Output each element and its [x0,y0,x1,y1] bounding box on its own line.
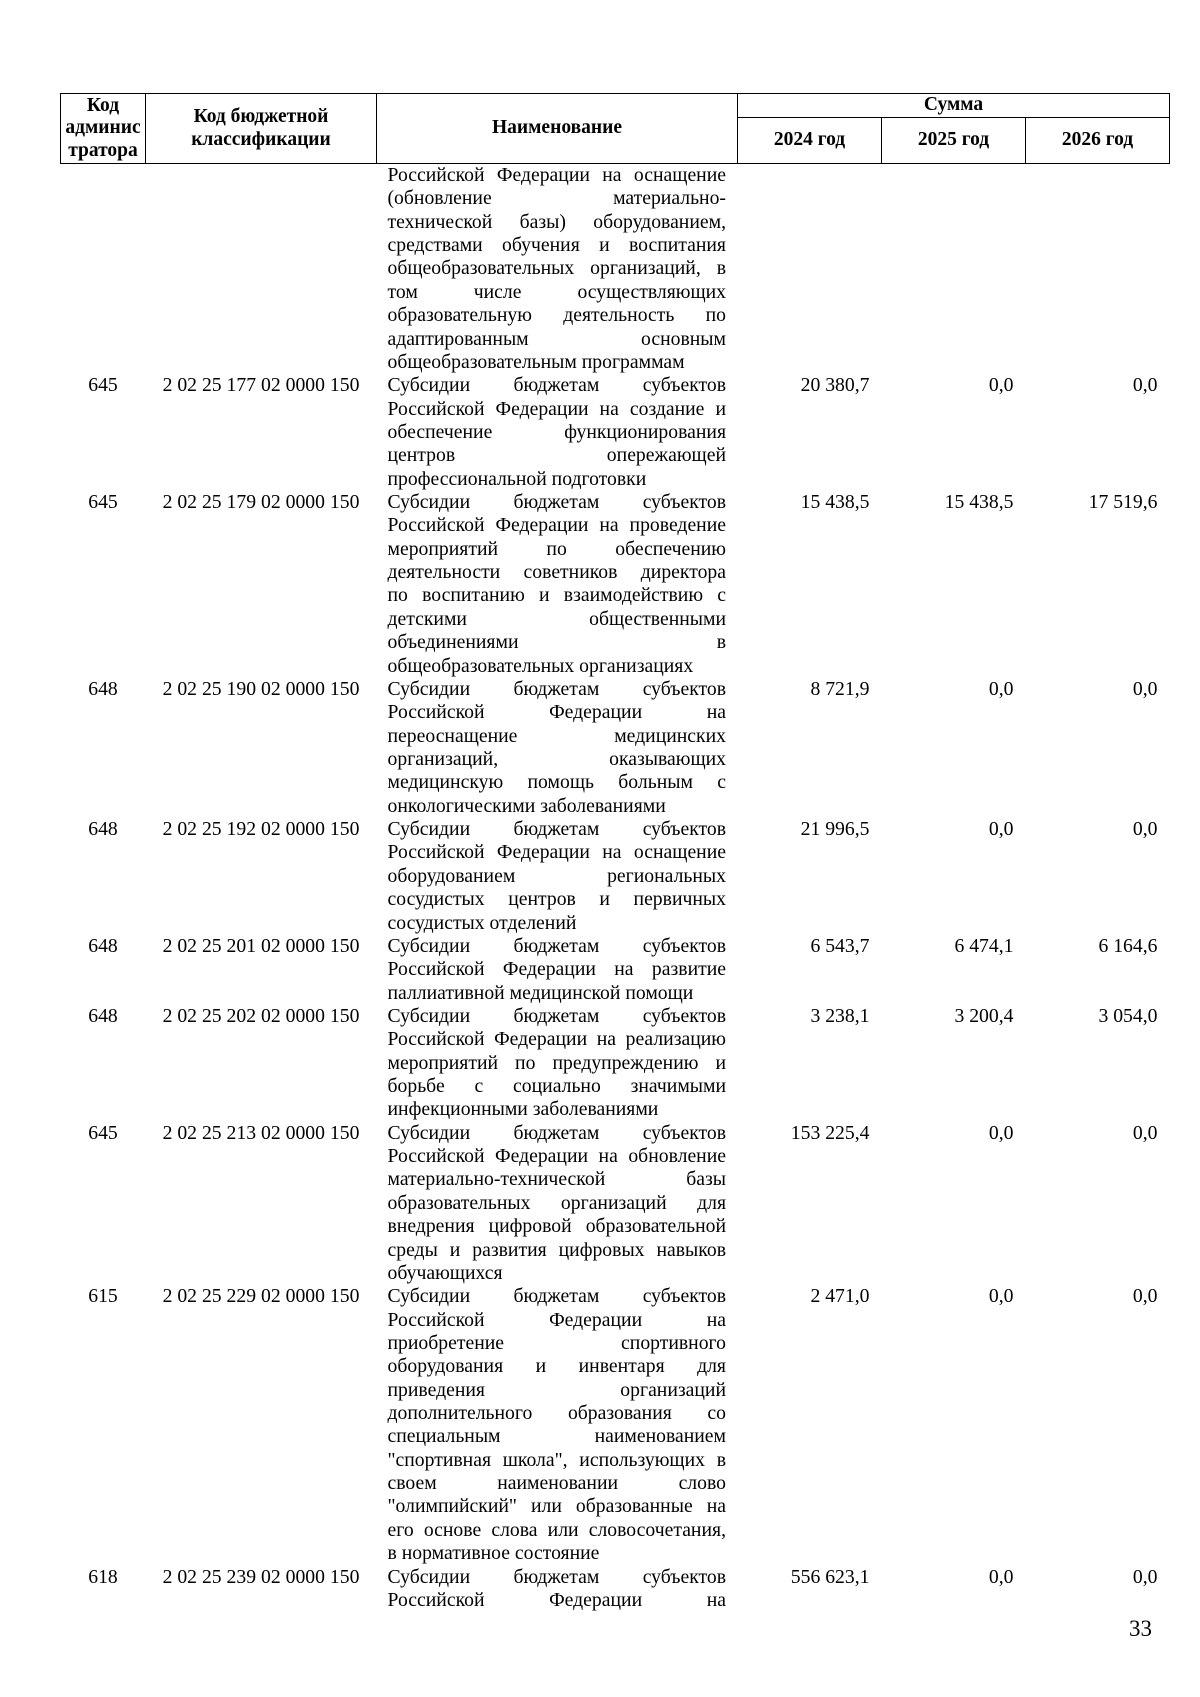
header-budget-code-line: Код бюджетной [193,106,329,127]
amount-year-1-cell: 20 380,7 [800,374,870,397]
amount-year-2-cell: 3 200,4 [954,1004,1014,1027]
amount-year-3-cell: 0,0 [1132,1285,1158,1308]
page-number: 33 [1129,1616,1152,1641]
table-row [61,374,1170,491]
table-row [61,935,1170,1005]
name-line: Российской Федерации на создание и [387,397,726,420]
name-cell [377,164,738,375]
name-line: Субсидии бюджетам субъектов [387,818,726,841]
name-line: среды и развития цифровых навыков [387,1238,726,1261]
name-line: "спортивная школа", использующих в [387,1448,726,1471]
amount-year-3-cell [1026,164,1170,375]
name-cell [377,1005,738,1122]
name-line: образовательных организаций для [387,1191,726,1214]
name-line: "олимпийский" или образованные на [387,1495,726,1518]
header-row-top [61,94,1170,118]
name-line: том числе осуществляющих [387,280,726,303]
name-line: онкологическими заболеваниями [387,794,666,817]
amount-year-2-cell: 6 474,1 [954,934,1014,957]
admin-code-cell: 645 [88,1121,118,1144]
table-row [61,1005,1170,1122]
name-line: оборудованием региональных [387,864,726,887]
name-line: мероприятий по предупреждению и [387,1051,726,1074]
name-cell [377,491,738,678]
amount-year-1-cell: 15 438,5 [800,491,870,514]
name-line: его основе слова или словосочетания, [387,1518,726,1541]
admin-code-cell: 645 [88,374,118,397]
name-line: деятельности советников директора [387,561,726,584]
name-line: центров опережающей [387,444,726,467]
table-row [61,1285,1170,1565]
name-line: материально-технической базы [387,1168,726,1191]
name-line: дополнительного образования со [387,1402,726,1425]
header-admin-code [61,94,146,164]
admin-code-cell: 648 [88,1004,118,1027]
name-line: Российской Федерации на оснащение [387,164,726,186]
amount-year-2-cell: 0,0 [988,818,1014,841]
name-line: Субсидии бюджетам субъектов [387,1285,726,1308]
header-budget-code [146,94,377,164]
name-line: Российской Федерации на [387,1588,726,1611]
budget-code-cell: 2 02 25 202 02 0000 150 [162,1004,360,1027]
header-year-1: 2024 год [738,118,882,164]
name-line: Субсидии бюджетам субъектов [387,491,726,514]
header-year-2: 2025 год [882,118,1026,164]
name-line: (обновление материально- [387,187,726,210]
name-cell [377,1566,738,1613]
budget-table [60,93,1170,1612]
admin-code-cell: 648 [88,818,118,841]
table-row [61,491,1170,678]
amount-year-1-cell: 6 543,7 [810,934,870,957]
amount-year-3-cell: 6 164,6 [1098,934,1158,957]
name-line: приобретение спортивного [387,1331,726,1354]
admin-code-cell: 618 [88,1565,118,1588]
admin-code-cell: 648 [88,677,118,700]
admin-code-cell: 615 [88,1285,118,1308]
amount-year-3-cell: 0,0 [1132,1565,1158,1588]
budget-code-cell: 2 02 25 192 02 0000 150 [162,818,360,841]
name-line: оборудования и инвентаря для [387,1355,726,1378]
name-line: по воспитанию и взаимодействию с [387,584,726,607]
name-line: Субсидии бюджетам субъектов [387,934,726,957]
amount-year-2-cell [882,164,1026,375]
name-line: Российской Федерации на обновление [387,1145,726,1168]
table-body [61,164,1170,1613]
name-line: Российской Федерации на проведение [387,514,726,537]
name-cell [377,374,738,491]
header-admin-code-line: админис [65,117,141,139]
amount-year-1-cell: 2 471,0 [810,1285,870,1308]
name-line: объединениями в [387,631,726,654]
header-sum: Сумма [738,94,1170,118]
header-year-3: 2026 год [1026,118,1170,164]
name-line: в нормативное состояние [387,1542,600,1565]
name-line: Российской Федерации на реализацию [387,1028,726,1051]
name-cell [377,1122,738,1286]
name-line: медицинскую помощь больным с [387,771,726,794]
amount-year-3-cell: 0,0 [1132,374,1158,397]
amount-year-2-cell: 0,0 [988,1285,1014,1308]
amount-year-2-cell: 0,0 [988,677,1014,700]
name-line: Российской Федерации на [387,1308,726,1331]
name-cell [377,818,738,935]
name-line: обеспечение функционирования [387,420,726,443]
name-line: обучающихся [387,1261,503,1284]
budget-code-cell: 2 02 25 177 02 0000 150 [162,374,360,397]
amount-year-3-cell: 0,0 [1132,818,1158,841]
name-line: Субсидии бюджетам субъектов [387,1565,726,1588]
budget-code-cell: 2 02 25 239 02 0000 150 [162,1565,360,1588]
amount-year-1-cell: 8 721,9 [810,677,870,700]
name-line: мероприятий по обеспечению [387,537,726,560]
amount-year-3-cell: 0,0 [1132,1121,1158,1144]
budget-code-cell: 2 02 25 213 02 0000 150 [162,1121,360,1144]
name-cell [377,678,738,818]
admin-code-cell [61,164,146,375]
amount-year-1-cell: 556 623,1 [790,1565,870,1588]
name-cell [377,935,738,1005]
name-line: переоснащение медицинских [387,724,726,747]
budget-code-cell [146,164,377,375]
amount-year-1-cell: 21 996,5 [800,818,870,841]
amount-year-1-cell: 3 238,1 [810,1004,870,1027]
name-line: внедрения цифровой образовательной [387,1215,726,1238]
name-line: Субсидии бюджетам субъектов [387,1121,726,1144]
name-line: специальным наименованием [387,1425,726,1448]
header-budget-code-line: классификации [191,128,331,150]
budget-code-cell: 2 02 25 190 02 0000 150 [162,677,360,700]
name-line: профессиональной подготовки [387,467,647,490]
budget-code-cell: 2 02 25 179 02 0000 150 [162,491,360,514]
table-row [61,164,1170,375]
name-line: инфекционными заболеваниями [387,1098,659,1121]
budget-code-cell: 2 02 25 201 02 0000 150 [162,934,360,957]
table-row [61,818,1170,935]
header-admin-code-line: тратора [68,139,138,161]
table-row [61,1566,1170,1613]
table-header [61,94,1170,164]
amount-year-3-cell: 3 054,0 [1098,1004,1158,1027]
name-line: Субсидии бюджетам субъектов [387,677,726,700]
name-line: паллиативной медицинской помощи [387,981,694,1004]
name-line: общеобразовательных организаций, в [387,257,726,280]
name-line: образовательную деятельность по [387,304,726,327]
name-line: Российской Федерации на [387,701,726,724]
name-cell [377,1285,738,1565]
name-line: средствами обучения и воспитания [387,234,726,257]
name-line: приведения организаций [387,1378,726,1401]
amount-year-1-cell [738,164,882,375]
name-line: адаптированным основным [387,327,726,350]
table-row [61,678,1170,818]
name-line: технической базы) оборудованием, [387,210,726,233]
name-line: Субсидии бюджетам субъектов [387,1004,726,1027]
name-line: детскими общественными [387,607,726,630]
name-line: сосудистых отделений [387,911,577,934]
admin-code-cell: 645 [88,491,118,514]
name-line: своем наименовании слово [387,1472,726,1495]
name-line: Субсидии бюджетам субъектов [387,374,726,397]
amount-year-3-cell: 17 519,6 [1088,491,1158,514]
name-line: организаций, оказывающих [387,747,726,770]
header-name: Наименование [377,94,738,164]
budget-code-cell: 2 02 25 229 02 0000 150 [162,1285,360,1308]
name-line: сосудистых центров и первичных [387,888,726,911]
header-admin-code-line: Код [86,94,120,116]
name-line: борьбе с социально значимыми [387,1075,726,1098]
amount-year-2-cell: 15 438,5 [944,491,1014,514]
name-line: общеобразовательных организациях [387,654,694,677]
name-line: общеобразовательным программам [387,350,685,373]
name-line: Российской Федерации на оснащение [387,841,726,864]
amount-year-2-cell: 0,0 [988,374,1014,397]
amount-year-2-cell: 0,0 [988,1565,1014,1588]
amount-year-2-cell: 0,0 [988,1121,1014,1144]
table-row [61,1122,1170,1286]
amount-year-3-cell: 0,0 [1132,677,1158,700]
admin-code-cell: 648 [88,934,118,957]
amount-year-1-cell: 153 225,4 [790,1121,870,1144]
name-line: Российской Федерации на развитие [387,958,726,981]
